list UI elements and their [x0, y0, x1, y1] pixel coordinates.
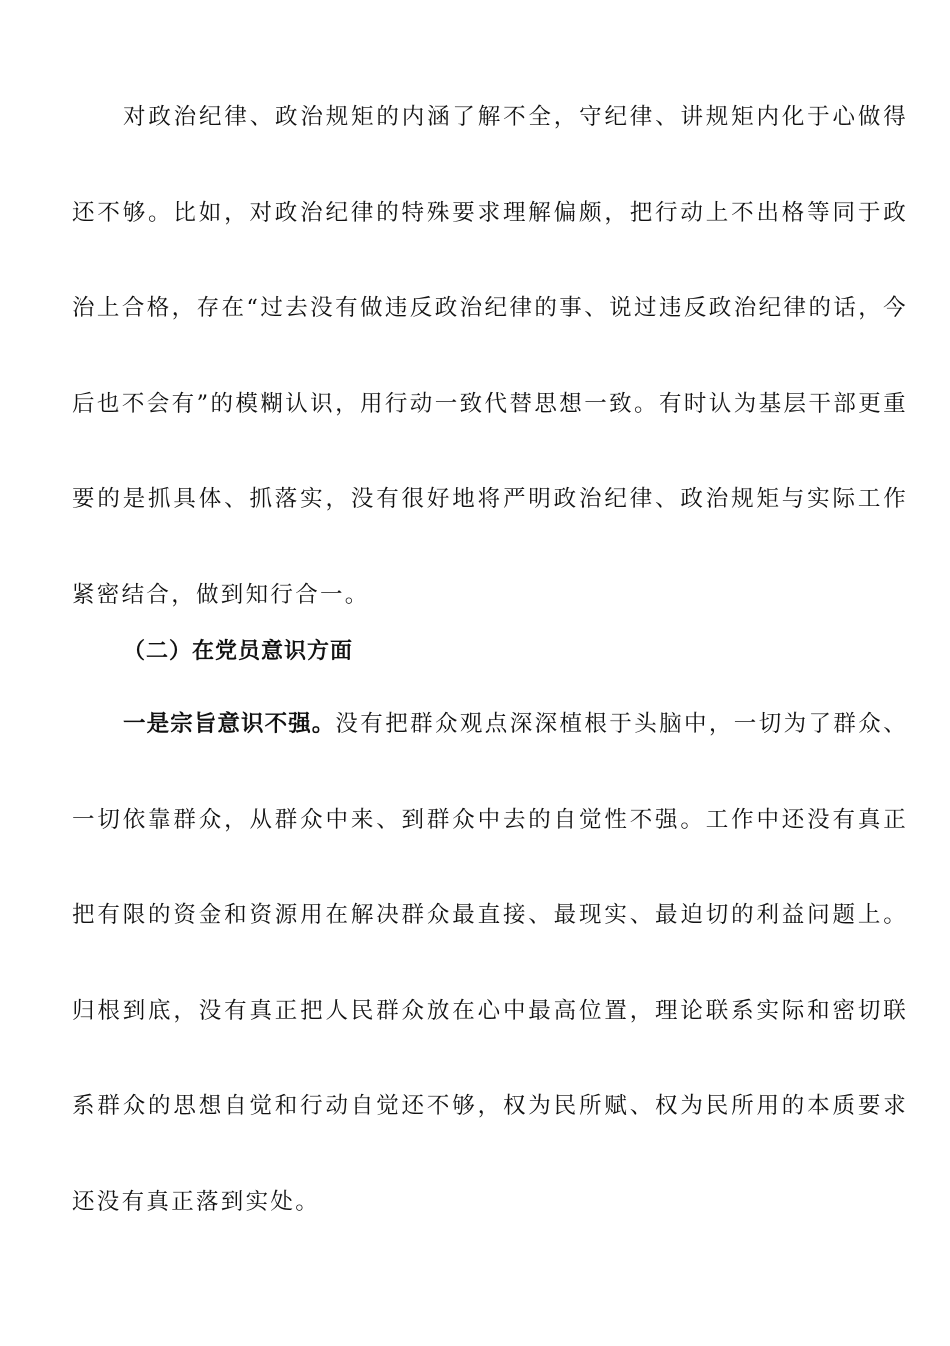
- paragraph-body: 没有把群众观点深深植根于头脑中，一切为了群众、一切依靠群众，从群众中来、到群众中去的自觉性不强。工作中还没有真正把有限的资金和资源用在解决群众最直接、最现实、最迫切的利益问题上。归根到底，没有真正把人民群众放在心中最高位置，理论联系实际和密切联系群众的思想自觉和行动自觉还不够，权为民所赋、权为民所用的本质要求还没有真正落到实处。: [72, 711, 908, 1215]
- paragraph-lead-bold: 一是宗旨意识不强。: [123, 711, 336, 737]
- paragraph-purpose-awareness: [72, 677, 908, 1250]
- paragraph-political-discipline: 对政治纪律、政治规矩的内涵了解不全，守纪律、讲规矩内化于心做得还不够。比如，对政治纪律的特殊要求理解偏颇，把行动上不出格等同于政治上合格，存在“过去没有做违反政治纪律的事、说过违反政治纪律的话，今后也不会有”的模糊认识，用行动一致代替思想一致。有时认为基层干部更重要的是抓具体、抓落实，没有很好地将严明政治纪律、政治规矩与实际工作紧密结合，做到知行合一。: [72, 104, 908, 608]
- section-heading-party-awareness: （二）在党员意识方面: [123, 639, 354, 664]
